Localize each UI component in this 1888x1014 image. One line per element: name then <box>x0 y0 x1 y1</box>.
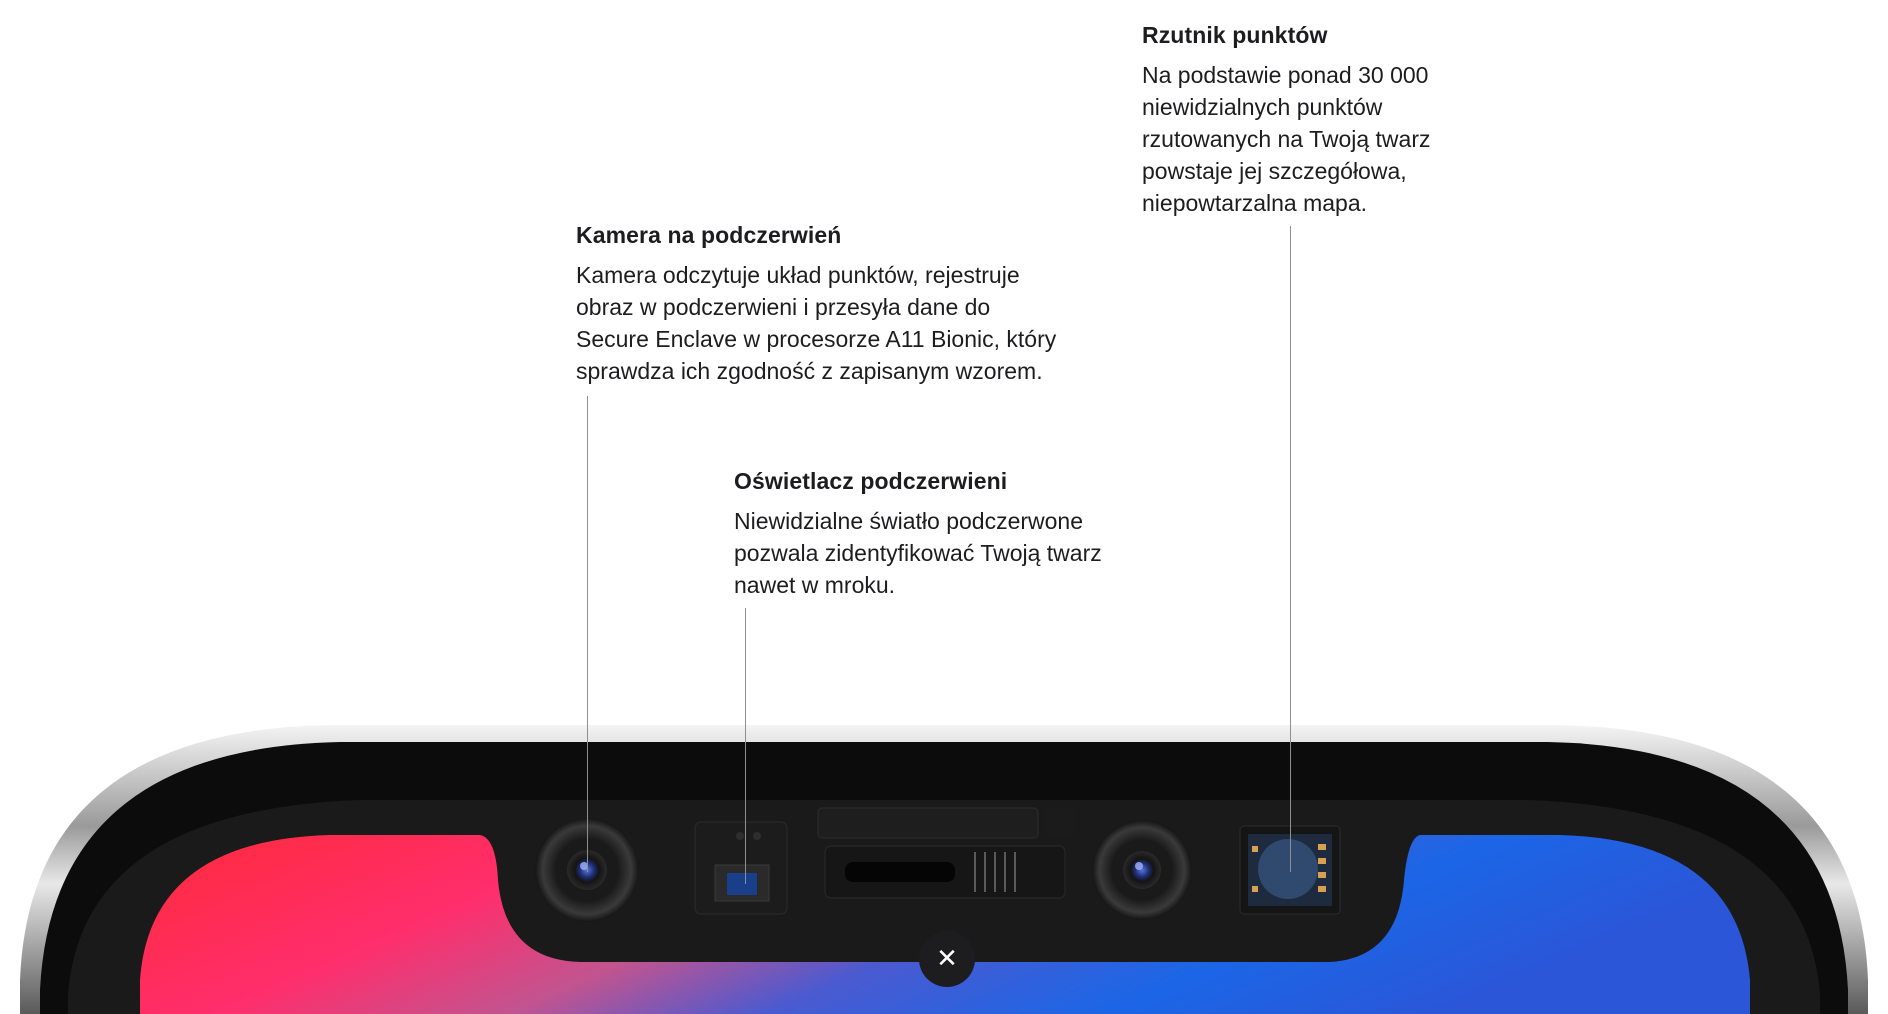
callout-infrared-camera <box>576 222 1096 387</box>
flood-illuminator-sensor <box>727 873 757 895</box>
callout-description: Niewidzialne światło podczerwone pozwala zidentyfikować Twoją twarz nawet w mroku. <box>734 508 1102 598</box>
leader-line-flood-illuminator <box>745 608 746 884</box>
callout-flood-illuminator <box>734 468 1154 601</box>
callout-description: Na podstawie ponad 30 000 niewidzialnych punktów rzutowanych na Twoją twarz powstaje jej szczegółowa, niepowtarzalna mapa. <box>1142 62 1431 216</box>
callout-dot-projector <box>1142 22 1582 219</box>
speaker-grille <box>845 862 955 882</box>
leader-line-dot-projector <box>1290 226 1291 872</box>
callout-title: Kamera na podczerwień <box>576 222 842 248</box>
callout-title: Oświetlacz podczerwieni <box>734 468 1008 494</box>
close-button[interactable] <box>919 931 975 987</box>
dot-projector-lens <box>1258 839 1318 899</box>
close-icon: ✕ <box>936 944 958 974</box>
front-camera-lens <box>1123 851 1161 889</box>
callout-title: Rzutnik punktów <box>1142 22 1328 48</box>
leader-line-infrared-camera <box>587 396 588 872</box>
callout-description: Kamera odczytuje układ punktów, rejestruje obraz w podczerwieni i przesyła dane do Secure Enclave w procesorze A11 Bionic, który sprawdza ich zgodność z zapisanym wzorem. <box>576 262 1057 384</box>
